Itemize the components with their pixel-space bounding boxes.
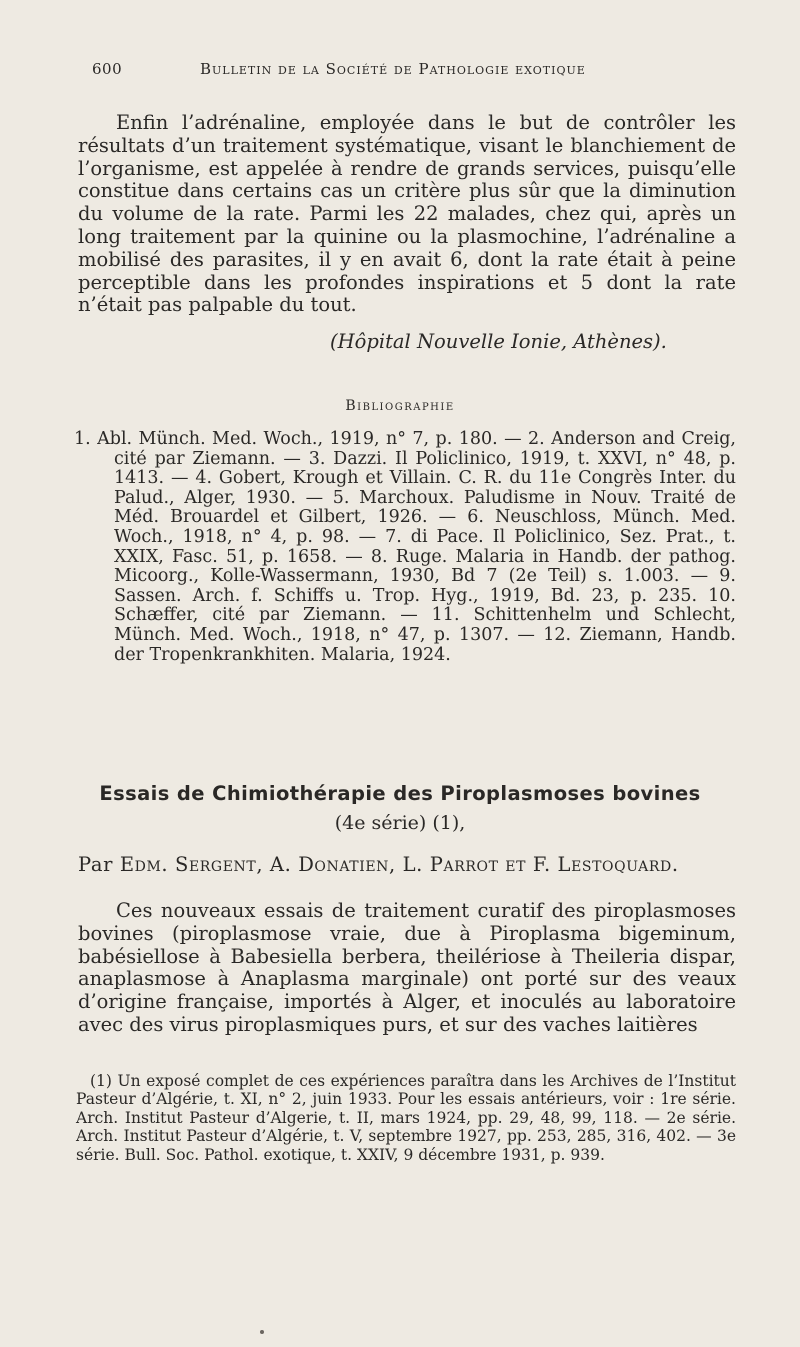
article-title: Essais de Chimiothérapie des Piroplasmoses bovines <box>99 782 701 805</box>
footnote: (1) Un exposé complet de ces expériences paraîtra dans les Archives de l’Institut Pasteur d’Algérie, t. XI, n° 2, juin 1933. Pour les essais antérieurs, voir : 1re série. Arch. Institut Pasteur d’Algerie, t. II, mars 1924, pp. 29, 48, 99, 118. — 2e série. Arch. Institut Pasteur d’Algérie, t. V, septembre 1927, pp. 253, 285, 316, 402. — 3e série. Bull. Soc. Pathol. exotique, t. XXIV, 9 décembre 1931, p. 939. <box>76 1072 736 1164</box>
intro-section <box>78 112 736 317</box>
bibliography-heading: Bibliographie <box>345 398 455 414</box>
intro-paragraph: Enfin l’adrénaline, employée dans le but de contrôler les résultats d’un traitement systématique, visant le blanchiement de l’organisme, est appelée à rendre de grands services, puisqu’elle constitue dans certains cas un critère plus sûr que la diminution du volume de la rate. Parmi les 22 malades, chez qui, après un long traitement par la quinine ou la plasmochine, l’adrénaline a mobilisé des parasites, il y en avait 6, dont la rate était à peine perceptible dans les profondes inspirations et 5 dont la rate n’était pas palpable du tout. <box>78 111 736 317</box>
print-speck <box>260 1330 264 1334</box>
journal-title: Bulletin de la Société de Pathologie exotique <box>200 60 586 78</box>
authors-line <box>78 853 679 876</box>
article-series: (4e série) (1), <box>334 812 466 834</box>
bibliography-text: 1. Abl. Münch. Med. Woch., 1919, n° 7, p. 180. — 2. Anderson and Creig, cité par Ziemann. — 3. Dazzi. Il Policlinico, 1919, t. XXVI, n° 48, p. 1413. — 4. Gobert, Krough et Villain. C. R. du 11e Congrès Inter. du Palud., Alger, 1930. — 5. Marchoux. Paludisme in Nouv. Traité de Méd. Brouardel et Gilbert, 1926. — 6. Neuschloss, Münch. Med. Woch., 1918, n° 4, p. 98. — 7. di Pace. Il Policlinico, Sez. Prat., t. XXIX, Fasc. 51, p. 1658. — 8. Ruge. Malaria in Handb. der pathog. Micoorg., Kolle-Wassermann, 1930, Bd 7 (2e Teil) s. 1.003. — 9. Sassen. Arch. f. Schiffs u. Trop. Hyg., 1919, Bd. 23, p. 235. 10. Schæffer, cité par Ziemann. — 11. Schittenhelm und Schlecht, Münch. Med. Woch., 1918, n° 47, p. 1307. — 12. Ziemann, Handb. der Tropenkrankhiten. Malaria, 1924. <box>74 429 736 665</box>
page-number: 600 <box>92 60 123 78</box>
bibliography <box>74 430 736 665</box>
article-paragraph: Ces nouveaux essais de traitement curatif des piroplasmoses bovines (piroplasmose vraie, due à Piroplasma bigeminum, babésiellose à Babesiella berbera, theilériose à Theileria dispar, anaplasmose à Anaplasma marginale) ont porté sur des veaux d’origine française, importés à Alger, et inoculés au laboratoire avec des virus piroplasmiques purs, et sur des vaches laitières <box>78 899 736 1036</box>
affiliation: (Hôpital Nouvelle Ionie, Athènes). <box>330 330 667 353</box>
authors-prefix: Par <box>78 853 113 876</box>
article-body <box>78 900 736 1037</box>
authors-names: Edm. Sergent, A. Donatien, L. Parrot et F. Lestoquard. <box>119 853 679 876</box>
